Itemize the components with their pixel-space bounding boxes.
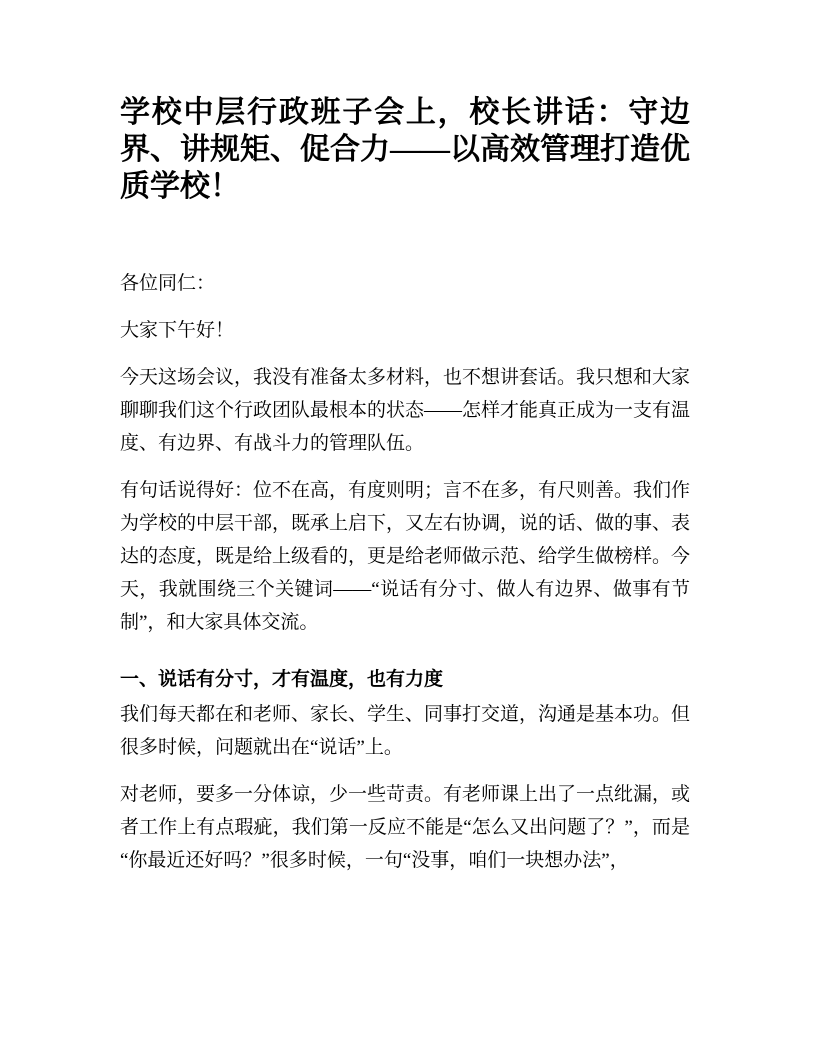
document-title: 学校中层行政班子会上，校长讲话：守边界、讲规矩、促合力——以高效管理打造优质学校！	[120, 96, 690, 203]
paragraph-meeting-intent: 今天这场会议，我没有准备太多材料，也不想讲套话。我只想和大家聊聊我们这个行政团队最根本的状态——怎样才能真正成为一支有温度、有边界、有战斗力的管理队伍。	[120, 367, 691, 454]
paragraph-communication-basics: 我们每天都在和老师、家长、学生、同事打交道，沟通是基本功。但很多时候，问题就出在“说话”上。	[120, 704, 691, 758]
salutation-line: 各位同仁：	[120, 273, 216, 294]
section-heading-1: 一、说话有分寸，才有温度，也有力度	[120, 669, 444, 690]
greeting-line: 大家下午好！	[120, 320, 235, 341]
paragraph-toward-teachers: 对老师，要多一分体谅，少一些苛责。有老师课上出了一点纰漏，或者工作上有点瑕疵，我们第一反应不能是“怎么又出问题了？”，而是“你最近还好吗？”很多时候，一句“没事，咱们一块想办法”，	[120, 784, 691, 871]
paragraph-three-keywords: 有句话说得好：位不在高，有度则明；言不在多，有尺则善。我们作为学校的中层干部，既承上启下，又左右协调，说的话、做的事、表达的态度，既是给上级看的，更是给老师做示范、给学生做榜样。今天，我就围绕三个关键词——“说话有分寸、做人有边界、做事有节制”，和大家具体交流。	[120, 480, 691, 633]
